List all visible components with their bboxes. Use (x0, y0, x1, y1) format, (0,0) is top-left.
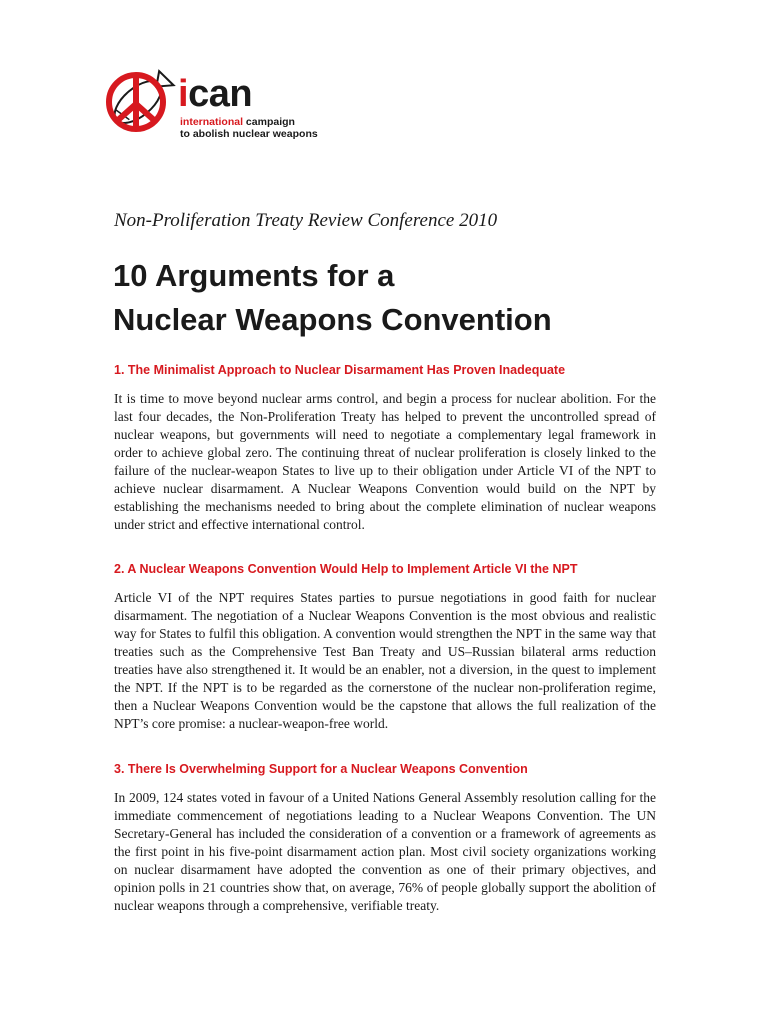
ican-logo (96, 54, 318, 150)
logo-wordmark (178, 74, 252, 114)
section-3 (114, 761, 656, 915)
section-heading: 2. A Nuclear Weapons Convention Would Help to Implement Article VI the NPT (114, 562, 578, 576)
title-line-2: Nuclear Weapons Convention (113, 302, 552, 337)
section-heading: 1. The Minimalist Approach to Nuclear Disarmament Has Proven Inadequate (114, 363, 566, 377)
peace-symbol-bomb-icon (96, 58, 180, 144)
logo-tagline-international: international (180, 116, 244, 128)
conference-subtitle: Non-Proliferation Treaty Review Conference 2010 (114, 210, 498, 231)
logo-tagline (180, 116, 318, 140)
section-body: In 2009, 124 states voted in favour of a United Nations General Assembly resolution calling for the immediate commencement of negotiations leading to a Nuclear Weapons Convention. The UN Secretary-General has included the consideration of a convention or a framework of agreements as the first point in his five-point disarmament action plan. Most civil society organizations working on nuclear disarmament have adopted the convention as one of their primary objectives, and opinion polls in 21 countries show that, on average, 76% of people globally support the abolition of nuclear weapons through a comprehensive, verifiable treaty. (114, 790, 656, 913)
section-body: It is time to move beyond nuclear arms control, and begin a process for nuclear abolition. For the last four decades, the Non-Proliferation Treaty has helped to prevent the uncontrolled spread of nuclear weapons, but governments will need to negotiate a complementary legal framework in order to achieve global zero. The continuing threat of nuclear proliferation is closely linked to the failure of the nuclear-weapon States to live up to their obligation under Article VI of the NPT to achieve nuclear disarmament. A Nuclear Weapons Convention would build on the NPT by establishing the mechanisms needed to bring about the complete elimination of nuclear weapons under strict and effective international control. (114, 391, 656, 532)
section-heading: 3. There Is Overwhelming Support for a Nuclear Weapons Convention (114, 762, 528, 776)
logo-wordmark-i: i (178, 73, 189, 115)
logo-tagline-campaign: campaign (243, 116, 295, 128)
section-body: Article VI of the NPT requires States parties to pursue negotiations in good faith for nuclear disarmament. The negotiation of a Nuclear Weapons Convention is the most obvious and realistic way for States to fulfil this obligation. A convention would strengthen the NPT in the same way that treaties such as the Comprehensive Test Ban Treaty and US–Russian bilateral arms reduction treaties have also strengthened it. It would be an enabler, not a diversion, in the quest to implement the NPT. If the NPT is to be regarded as the cornerstone of the nuclear non-proliferation regime, then a Nuclear Weapons Convention would be the capstone that allows the full realization of the NPT’s core promise: a nuclear-weapon-free world. (114, 590, 656, 731)
logo-wordmark-can: can (188, 73, 253, 115)
document-title (113, 254, 713, 342)
section-2 (114, 561, 656, 733)
title-line-1: 10 Arguments for a (113, 258, 395, 293)
section-1 (114, 362, 656, 534)
logo-tagline-line2: to abolish nuclear weapons (180, 128, 318, 140)
